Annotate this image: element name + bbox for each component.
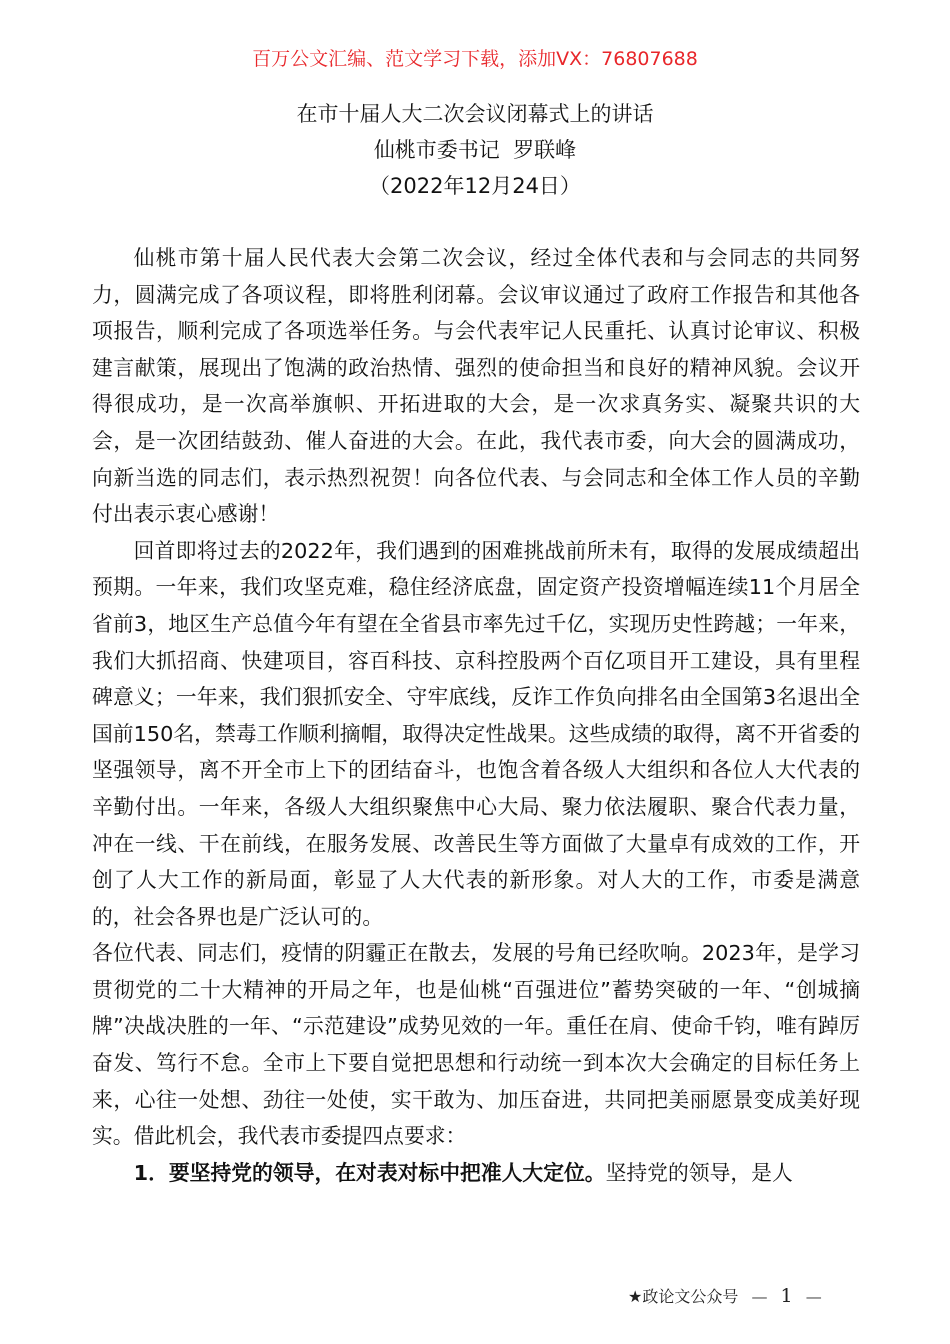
watermark-banner: 百万公文汇编、范文学习下载，添加VX：76807688 (252, 48, 698, 70)
document-header (0, 96, 950, 204)
document-title: 在市十届人大二次会议闭幕式上的讲话 (296, 102, 654, 126)
page-footer (628, 1284, 822, 1307)
paragraph-outlook: 各位代表、同志们，疫情的阴霾正在散去，发展的号角已经吹响。2023年，是学习贯彻党的二十大精神的开局之年，也是仙桃“百强进位”蓄势突破的一年、“创城摘牌”决战决胜的一年、“示范建设”成势见效的一年。重任在肩、使命千钧，唯有踔厉奋发、笃行不怠。全市上下要自觉把思想和行动统一到本次大会确定的目标任务上来，心往一处想、劲往一处使，实干敢为、加压奋进，共同把美丽愿景变成美好现实。借此机会，我代表市委提四点要求： (92, 941, 860, 1149)
footer-dash-left: — (751, 1287, 768, 1306)
paragraph-opening: 仙桃市第十届人民代表大会第二次会议，经过全体代表和与会同志的共同努力，圆满完成了各项议程，即将胜利闭幕。会议审议通过了政府工作报告和其他各项报告，顺利完成了各项选举任务。与会代表牢记人民重托、认真讨论审议、积极建言献策，展现出了饱满的政治热情、强烈的使命担当和良好的精神风貌。会议开得很成功，是一次高举旗帜、开拓进取的大会，是一次求真务实、凝聚共识的大会，是一次团结鼓劲、催人奋进的大会。在此，我代表市委，向大会的圆满成功，向新当选的同志们，表示热烈祝贺！向各位代表、与会同志和全体工作人员的辛勤付出表示衷心感谢！ (92, 246, 860, 527)
page-number: 1 (780, 1285, 793, 1307)
document-author: 仙桃市委书记 罗联峰 (373, 138, 577, 162)
document-body (92, 240, 860, 1191)
paragraph-requirement-1 (92, 1155, 860, 1192)
footer-dash-right: — (805, 1287, 822, 1306)
footer-source: ★政论文公众号 (628, 1287, 739, 1306)
requirement-heading: 1．要坚持党的领导，在对表对标中把准人大定位。 (133, 1160, 606, 1185)
requirement-text: 坚持党的领导，是人 (605, 1160, 793, 1185)
paragraph-review: 回首即将过去的2022年，我们遇到的困难挑战前所未有，取得的发展成绩超出预期。一年来，我们攻坚克难，稳住经济底盘，固定资产投资增幅连续11个月居全省前3，地区生产总值今年有望在全省县市率先过千亿，实现历史性跨越；一年来，我们大抓招商、快建项目，容百科技、京科控股两个百亿项目开工建设，具有里程碑意义；一年来，我们狠抓安全、守牢底线，反诈工作负向排名由全国第3名退出全国前150名，禁毒工作顺利摘帽，取得决定性战果。这些成绩的取得，离不开省委的坚强领导，离不开全市上下的团结奋斗，也饱含着各级人大组织和各位人大代表的辛勤付出。一年来，各级人大组织聚焦中心大局、聚力依法履职、聚合代表力量，冲在一线、干在前线，在服务发展、改善民生等方面做了大量卓有成效的工作，开创了人大工作的新局面，彰显了人大代表的新形象。对人大的工作，市委是满意的，社会各界也是广泛认可的。 (92, 538, 860, 929)
document-date: （2022年12月24日） (369, 174, 581, 198)
